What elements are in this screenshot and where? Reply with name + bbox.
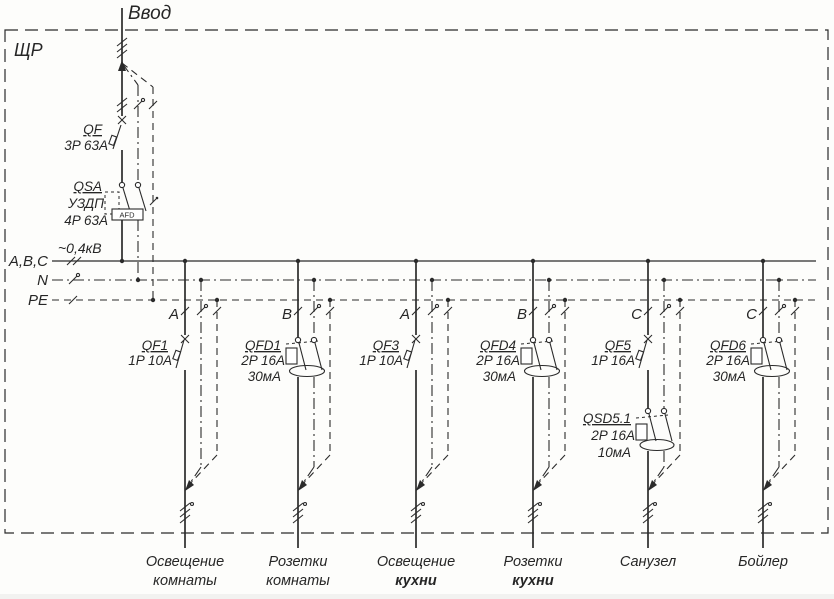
branch-2-load-line2: комнаты	[266, 573, 330, 589]
afd-box-label: AFD	[119, 210, 135, 220]
branch-3-load-line1: Освещение	[376, 554, 456, 570]
branch-4-residual: 30мА	[482, 369, 516, 384]
rcbo-qfd1-symbol	[286, 337, 325, 376]
bus-neutral-label: N	[37, 272, 48, 289]
branch-6-device-rating: 2P 16A	[706, 353, 750, 368]
branch-4-device-rating: 2P 16A	[476, 353, 520, 368]
branch-4-load-line2: кухни	[512, 573, 554, 589]
branch-1-load-line2: комнаты	[153, 573, 217, 589]
bus-pe-label: PE	[27, 292, 48, 309]
branch-1-phase-letter: A	[168, 306, 179, 323]
breaker-qf3-symbol	[404, 335, 420, 368]
branch-5-extra-device-rating: 2P 16A	[591, 428, 635, 443]
breaker-qf5-symbol	[636, 335, 652, 368]
branch-2-phase-letter: B	[281, 306, 292, 323]
branch-3-device-id: QF3	[372, 338, 399, 353]
branch-4-phase-letter: B	[516, 306, 527, 323]
qsa-rating: 4P 63A	[64, 213, 108, 228]
qf-id: QF	[83, 122, 102, 137]
branch-2-device-rating: 2P 16A	[241, 353, 285, 368]
branch-bathroom	[583, 259, 684, 570]
branch-kitchen-lighting	[359, 259, 455, 589]
branch-2-device-id: QFD1	[244, 338, 281, 353]
breaker-release-symbol	[109, 135, 117, 145]
branch-6-phase-letter: C	[746, 306, 757, 323]
branch-5-phase-letter: C	[631, 306, 642, 323]
branch-2-residual: 30мА	[247, 369, 281, 384]
branch-5-extra-device-id: QSD5.1	[582, 411, 631, 426]
branch-4-device-id: QFD4	[479, 338, 516, 353]
rcd-qsd51-symbol	[636, 408, 674, 450]
input-label: Ввод	[128, 3, 172, 24]
rcd-ellipse	[755, 366, 790, 377]
branch-1-load-line1: Освещение	[145, 554, 225, 570]
breaker-qf1-symbol	[173, 335, 189, 368]
voltage-label: ~0,4кВ	[58, 240, 102, 256]
branch-6-residual: 30мА	[712, 369, 746, 384]
branch-3-load-line2: кухни	[395, 573, 437, 589]
panel-label: ЩР	[14, 40, 43, 60]
rcd-ellipse	[640, 440, 674, 451]
branch-5-device-rating: 1P 16A	[591, 353, 635, 368]
branch-boiler	[705, 259, 799, 570]
branch-kitchen-sockets	[475, 259, 569, 589]
branch-2-load-line1: Розетки	[268, 554, 328, 570]
qf-rating: 3P 63A	[64, 138, 108, 153]
rcd-ellipse	[525, 366, 560, 377]
branch-5-extra-residual: 10мА	[597, 445, 631, 460]
cable-marks	[411, 503, 425, 524]
rcbo-qfd4-symbol	[521, 337, 560, 376]
incoming-pe-line	[119, 63, 158, 302]
cable-marks	[528, 503, 542, 524]
branch-4-load-line1: Розетки	[503, 554, 563, 570]
branch-6-load-line1: Бойлер	[738, 554, 788, 570]
rcbo-qfd6-symbol	[751, 337, 790, 376]
incoming-neutral-line	[119, 63, 145, 282]
cable-marks	[758, 503, 772, 524]
bus-system	[8, 240, 816, 309]
main-breaker-qf	[64, 116, 126, 182]
branch-5-device-id: QF5	[604, 338, 631, 353]
branch-room-lighting	[128, 259, 224, 589]
branch-1-device-id: QF1	[141, 338, 168, 353]
qsa-type: УЗДП	[68, 196, 104, 211]
cable-marks	[180, 503, 194, 524]
bus-phases-label: A,B,C	[8, 253, 48, 270]
qsa-id: QSA	[73, 179, 102, 194]
branch-3-device-rating: 1P 10A	[359, 353, 403, 368]
branch-5-load-line1: Санузел	[619, 554, 677, 570]
rcd-ellipse	[290, 366, 325, 377]
cable-marks	[293, 503, 307, 524]
cable-marks	[643, 503, 657, 524]
branch-1-device-rating: 1P 10A	[128, 353, 172, 368]
branch-room-sockets	[240, 259, 334, 589]
branch-6-device-id: QFD6	[709, 338, 746, 353]
branch-3-phase-letter: A	[399, 306, 410, 323]
